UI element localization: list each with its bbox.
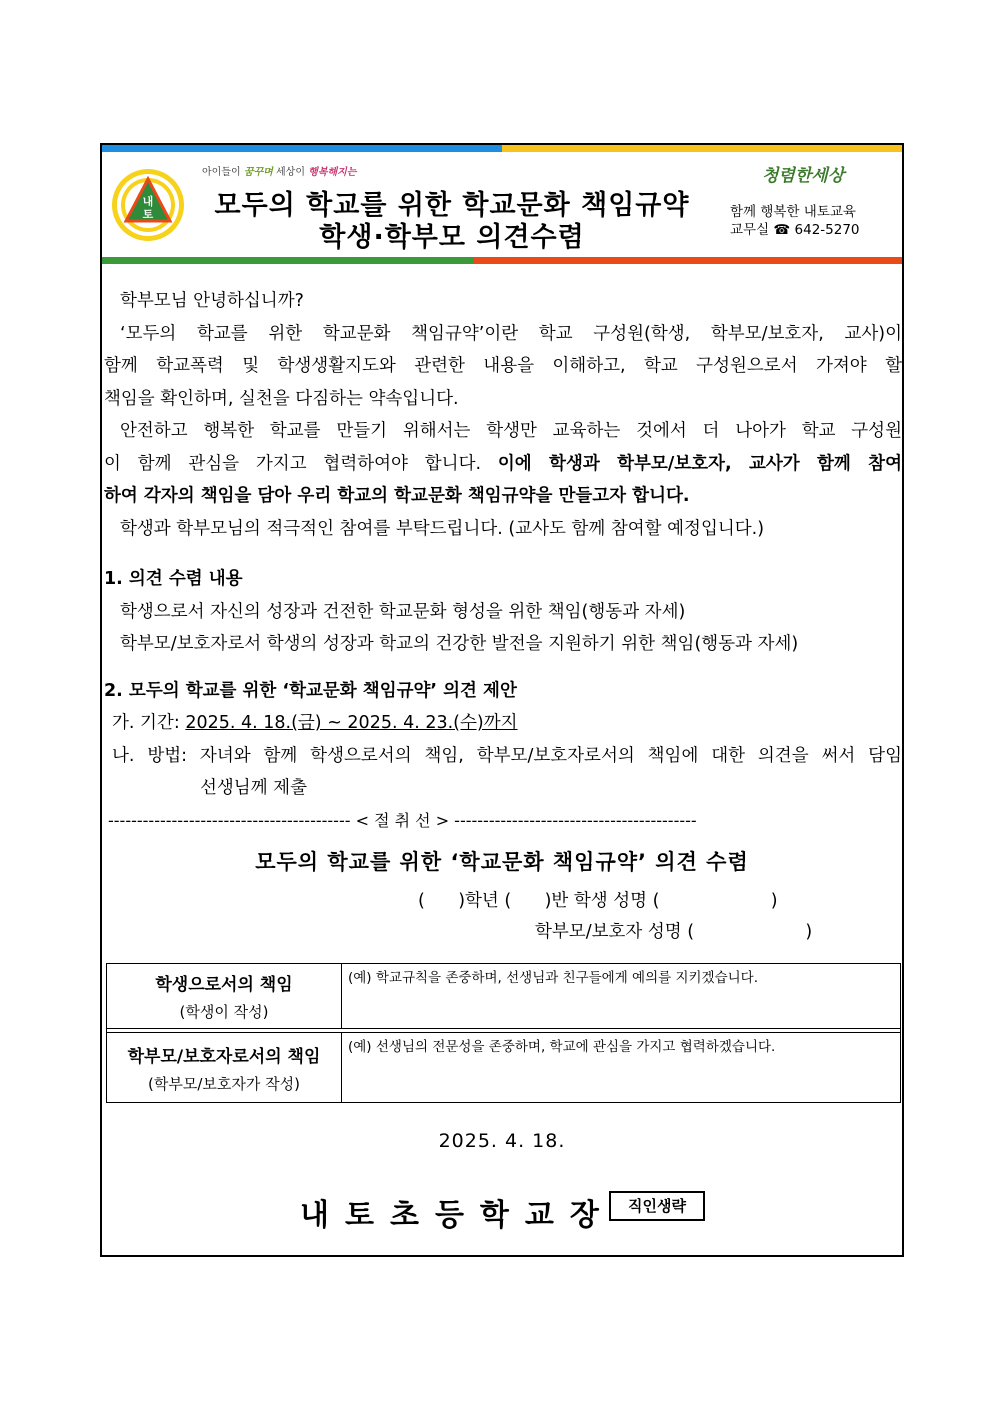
section-2-title: 2. 모두의 학교를 위한 ‘학교문화 책임규약’ 의견 제안: [104, 680, 517, 701]
greeting: 학부모님 안녕하십니까?: [120, 291, 304, 311]
color-bar-yellow: [502, 145, 902, 152]
principal-signature: 내토초등학교장: [300, 1198, 615, 1233]
color-bar-blue: [102, 145, 502, 152]
parent-name-line: 학부모/보호자 성명 ( ): [535, 922, 813, 942]
color-bar-red: [474, 257, 902, 264]
letter-body: 학부모님 안녕하십니까? ‘모두의 학교를 위한 학교문화 책임규약’이란 학교 구성원(학생, 학부모/보호자, 교사)이 함께 학교폭력 및 학생생활지도와 관련한 내용을 이해하고, 학교 구성원으로서 가져야 할 책임을 확인하며, 실천을 다짐하는 약속입니다. 안전하고 행복한 학교를 만들기 위해서는 학생만 교육하는 것에서 더 나아가 학교 구성원 이 함께 관심을 가지고 협력하여야 합니다. 이에 학생과 학부모/보호자, 교사가 함께 참여 하여 각자의 책임을 담아 우리 학교의 학교문화 책임규약을 만들고자 합니다. 학생과 학부모님의 적극적인 참여를 부탁드립니다. (교사도 함께 참여할 예정입니다.) 1. 의견 수렴 내용 학생으로서 자신의 성장과 건전한 학교문화 형성을 위한 책임(행동과 자세) 학부모/보호자로서 학생의 성장과 학교의 건강한 발전을 지원하기 위한 책임(행동과 자세) 2. 모두의 학교를 위한 ‘학교문화 책임규약’ 의견 제안 가. 기간: 2025. 4. 18.(금) ~ 2025. 4. 23.(수)까지 나. 방법: 자녀와 함께 학생으로서의 책임, 학부모/보호자로서의 책임에 대한 의견을 써서 담임 선생님께 제출: [104, 285, 902, 805]
color-bar-green: [102, 257, 474, 264]
seal-omitted-stamp: 직인생략: [609, 1191, 705, 1221]
student-name-line: ( )학년 ( )반 학생 성명 ( ): [418, 891, 778, 911]
table-row: 학부모/보호자로서의 책임 (학부모/보호자가 작성) (예) 선생님의 전문성을 존중하며, 학교에 관심을 가지고 협력하겠습니다.: [107, 1033, 901, 1103]
title-line-1: 모두의 학교를 위한 학교문화 책임규약: [214, 190, 690, 221]
logo-text-bottom: 토: [142, 208, 154, 221]
section-1-title: 1. 의견 수렴 내용: [104, 569, 243, 589]
period-value: 2025. 4. 18.(금) ~ 2025. 4. 23.(수)까지: [185, 713, 518, 733]
logo-text-top: 내: [142, 195, 154, 208]
title-line-2: 학생·학부모 의견수렴: [319, 222, 585, 253]
responsibility-table: [106, 963, 901, 1103]
table-row: 학생으로서의 책임 (학생이 작성) (예) 학교규칙을 존중하며, 선생님과 친구들에게 예의를 지키겠습니다.: [107, 964, 901, 1029]
motto-logo: 청렴한세상: [762, 166, 845, 186]
student-response-field[interactable]: (예) 학교규칙을 존중하며, 선생님과 친구들에게 예의를 지키겠습니다.: [342, 964, 901, 1029]
form-title: 모두의 학교를 위한 ‘학교문화 책임규약’ 의견 수렴: [255, 850, 749, 874]
slogan: 아이들이 꿈꾸며 세상이 행복해지는: [202, 167, 357, 178]
page-title: [202, 190, 702, 254]
parent-response-field[interactable]: (예) 선생님의 전문성을 존중하며, 학교에 관심을 가지고 협력하겠습니다.: [342, 1033, 901, 1103]
school-contact: 함께 행복한 내토교육 교무실 ☎ 642-5270: [730, 204, 860, 238]
cut-line: ------------------------------------------ < 절 취 선 > ------------------------------------------: [108, 811, 697, 830]
school-logo-icon: [110, 165, 186, 245]
document-date: 2025. 4. 18.: [438, 1130, 566, 1152]
